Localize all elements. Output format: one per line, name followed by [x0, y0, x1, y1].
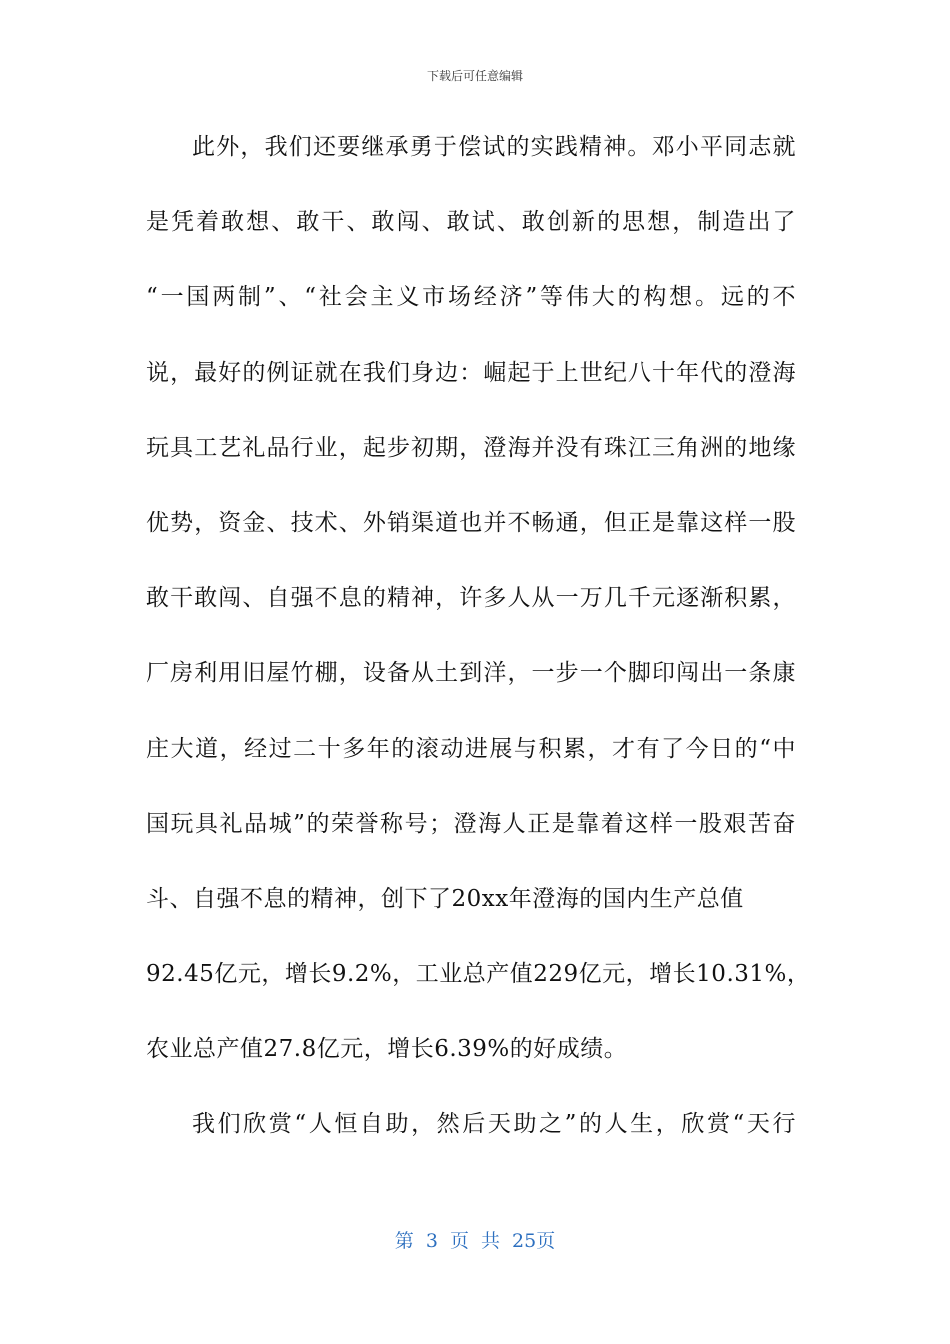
text-line: 国玩具礼品城”的荣誉称号；澄海人正是靠着这样一股艰苦奋: [146, 810, 796, 837]
text-line: 玩具工艺礼品行业，起步初期，澄海并没有珠江三角洲的地缘: [146, 434, 796, 461]
text-line: 庄大道，经过二十多年的滚动进展与积累，才有了今日的“中: [146, 735, 796, 762]
text-line: 说，最好的例证就在我们身边：崛起于上世纪八十年代的澄海: [146, 359, 796, 386]
document-body: [146, 128, 811, 1181]
text-line: 此外，我们还要继承勇于偿试的实践精神。邓小平同志就: [192, 134, 796, 160]
header-note: 下载后可任意编辑: [426, 69, 523, 83]
text-line: 敢干敢闯、自强不息的精神，许多人从一万几千元逐渐积累，: [146, 585, 796, 612]
page-number-footer: 第 3 页 共 25页: [394, 1230, 556, 1252]
text-line: “一国两制”、“社会主义市场经济”等伟大的构想。远的不: [146, 284, 796, 311]
text-line: 我们欣赏“人恒自助，然后天助之”的人生，欣赏“天行: [192, 1111, 796, 1138]
text-line: 92.45亿元，增长9.2%，工业总产值229亿元，增长10.31%，: [146, 961, 811, 988]
text-line: 是凭着敢想、敢干、敢闯、敢试、敢创新的思想，制造出了: [146, 209, 796, 236]
text-line: 斗、自强不息的精神，创下了20xx年澄海的国内生产总值: [146, 885, 744, 912]
text-line: 优势，资金、技术、外销渠道也并不畅通，但正是靠这样一股: [146, 509, 796, 536]
text-line: 农业总产值27.8亿元，增长6.39%的好成绩。: [146, 1036, 628, 1063]
text-line: 厂房利用旧屋竹棚，设备从土到洋，一步一个脚印闯出一条康: [146, 660, 796, 687]
